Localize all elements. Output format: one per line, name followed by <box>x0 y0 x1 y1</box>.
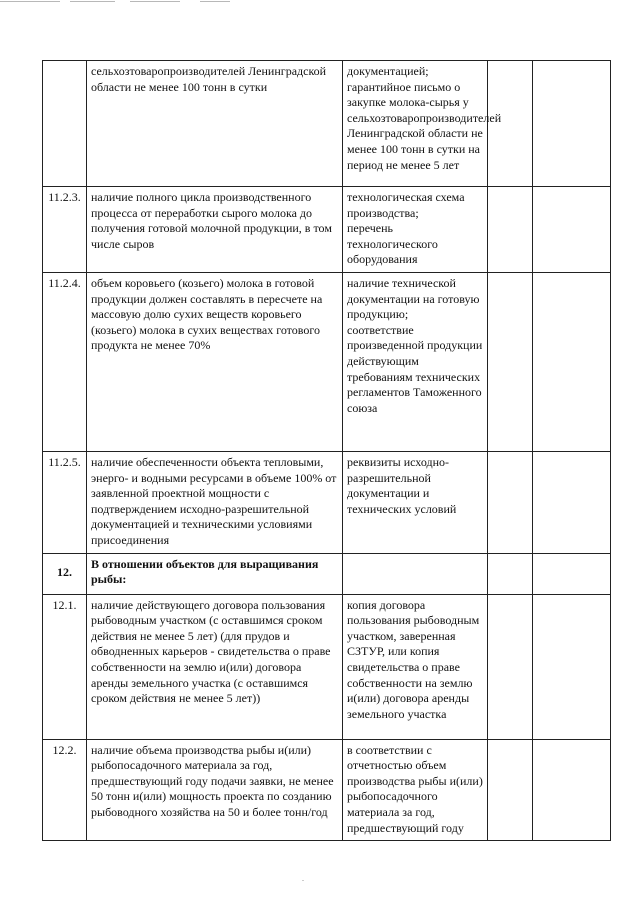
table-row <box>43 594 611 739</box>
empty-cell <box>533 739 611 841</box>
document-text: документацией; гарантийное письмо о закупке молока-сырья у сельхозтоваропроизводителей Ленинградской области не менее 100 тонн в сутки на период не менее 5 лет <box>343 61 488 187</box>
table-row <box>43 451 611 553</box>
criterion-text: наличие полного цикла производственного процесса от переработки сырого молока до получения готовой молочной продукции, в том числе сыров <box>87 187 343 273</box>
table-row <box>43 61 611 187</box>
empty-cell <box>488 272 533 451</box>
criterion-text: наличие объема производства рыбы и(или) рыбопосадочного материала за год, предшествующий году подачи заявки, не менее 50 тонн и(или) мощность проекта по созданию рыбоводного хозяйства на 50 и более тонн/год <box>87 739 343 841</box>
criterion-text: наличие действующего договора пользования рыбоводным участком (с оставшимся сроком действия не менее 5 лет) (для прудов и обводненных карьеров - свидетельства о праве собственности на землю и(или) договора аренды земельного участка (с оставшимся сроком действия не менее 5 лет)) <box>87 594 343 739</box>
row-number <box>43 61 87 187</box>
empty-cell <box>533 187 611 273</box>
scan-edge-mark <box>200 1 230 2</box>
document-text: наличие технической документации на готовую продукцию; соответствие произведенной продукции действующим требованиям технических регламентов Таможенного союза <box>343 272 488 451</box>
empty-cell <box>533 272 611 451</box>
table-row <box>43 187 611 273</box>
section-title: В отношении объектов для выращивания рыбы: <box>87 553 343 594</box>
row-number: 12.2. <box>43 739 87 841</box>
empty-cell <box>488 594 533 739</box>
row-number: 12.1. <box>43 594 87 739</box>
section-number: 12. <box>43 553 87 594</box>
empty-cell <box>533 553 611 594</box>
empty-cell <box>488 553 533 594</box>
scan-edge-mark <box>0 1 60 2</box>
document-text: технологическая схема производства; перечень технологического оборудования <box>343 187 488 273</box>
scan-edge-mark <box>70 1 115 2</box>
table-row <box>43 272 611 451</box>
scan-edge-mark <box>130 1 180 2</box>
empty-cell <box>488 187 533 273</box>
empty-cell <box>533 61 611 187</box>
empty-cell <box>533 594 611 739</box>
row-number: 11.2.5. <box>43 451 87 553</box>
row-number: 11.2.3. <box>43 187 87 273</box>
criteria-table <box>42 60 611 841</box>
empty-cell <box>488 451 533 553</box>
criterion-text: сельхозтоваропроизводителей Ленинградской области не менее 100 тонн в сутки <box>87 61 343 187</box>
table-row <box>43 553 611 594</box>
table-row <box>43 739 611 841</box>
document-text <box>343 553 488 594</box>
criterion-text: наличие обеспеченности объекта тепловыми, энерго- и водными ресурсами в объеме 100% от заявленной проектной мощности с подтверждением исходно-разрешительной документацией и техническими условиями присоединения <box>87 451 343 553</box>
document-text: копия договора пользования рыбоводным участком, заверенная СЗТУР, или копия свидетельства о праве собственности на землю и(или) договора аренды земельного участка <box>343 594 488 739</box>
criterion-text: объем коровьего (козьего) молока в готовой продукции должен составлять в пересчете на массовую долю сухих веществ коровьего (козьего) молока в сухих веществах готового продукта не менее 70% <box>87 272 343 451</box>
document-text: в соответствии с отчетностью объем производства рыбы и(или) рыбопосадочного материала за год, предшествующий году <box>343 739 488 841</box>
empty-cell <box>533 451 611 553</box>
scan-speck <box>302 880 304 881</box>
document-text: реквизиты исходно-разрешительной документации и технических условий <box>343 451 488 553</box>
empty-cell <box>488 739 533 841</box>
row-number: 11.2.4. <box>43 272 87 451</box>
